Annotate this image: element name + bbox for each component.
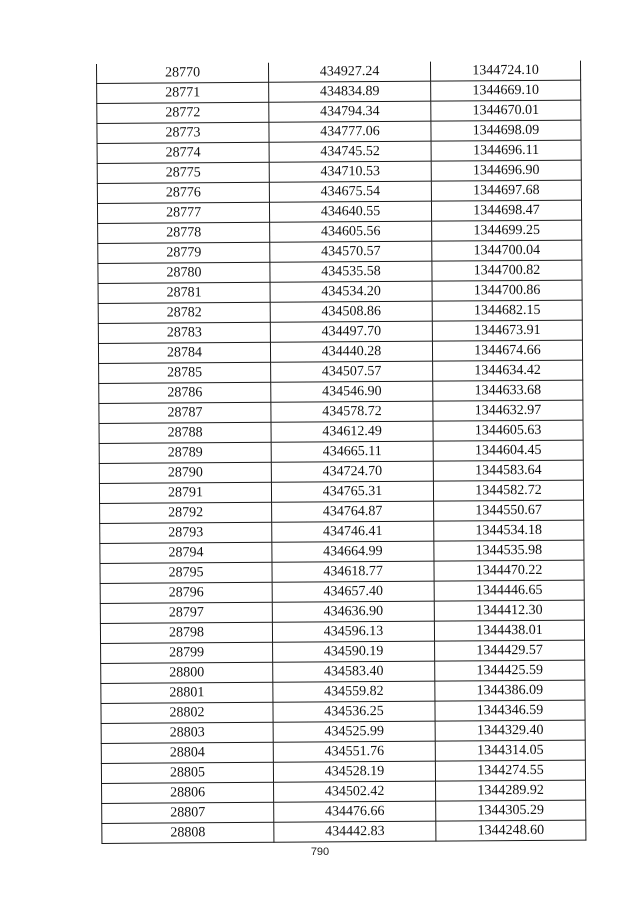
y-coordinate-cell: 1344346.59	[435, 700, 585, 721]
x-coordinate-cell: 434570.57	[270, 241, 432, 262]
table-row	[101, 760, 585, 783]
point-id-cell: 28800	[101, 662, 273, 683]
table-row	[102, 800, 586, 823]
y-coordinate-cell: 1344699.25	[432, 220, 582, 241]
table-row	[96, 61, 580, 84]
x-coordinate-cell: 434618.77	[272, 561, 434, 582]
point-id-cell: 28798	[100, 622, 272, 643]
table-row	[101, 680, 585, 703]
y-coordinate-cell: 1344329.40	[435, 720, 585, 741]
y-coordinate-cell: 1344682.15	[432, 300, 582, 321]
point-id-cell: 28807	[102, 802, 274, 823]
table-row	[97, 160, 581, 183]
point-id-cell: 28777	[97, 202, 269, 223]
point-id-cell: 28774	[97, 142, 269, 163]
point-id-cell: 28790	[99, 462, 271, 483]
x-coordinate-cell: 434665.11	[271, 441, 433, 462]
table-row	[101, 640, 585, 663]
point-id-cell: 28771	[97, 82, 269, 103]
x-coordinate-cell: 434794.34	[269, 101, 431, 122]
point-id-cell: 28780	[98, 262, 270, 283]
y-coordinate-cell: 1344446.65	[434, 580, 584, 601]
x-coordinate-cell: 434640.55	[269, 201, 431, 222]
x-coordinate-cell: 434596.13	[272, 621, 434, 642]
x-coordinate-cell: 434508.86	[270, 301, 432, 322]
table-row	[98, 260, 582, 283]
point-id-cell: 28794	[100, 542, 272, 563]
y-coordinate-cell: 1344605.63	[433, 420, 583, 441]
table-row	[100, 600, 584, 623]
y-coordinate-cell: 1344412.30	[434, 600, 584, 621]
coordinate-table	[96, 61, 586, 844]
x-coordinate-cell: 434657.40	[272, 581, 434, 602]
table-row	[100, 620, 584, 643]
table-row	[98, 220, 582, 243]
table-row	[101, 700, 585, 723]
table-row	[101, 740, 585, 763]
point-id-cell: 28770	[96, 63, 268, 84]
table-row	[99, 480, 583, 503]
table-row	[98, 280, 582, 303]
y-coordinate-cell: 1344314.05	[435, 740, 585, 761]
x-coordinate-cell: 434765.31	[271, 481, 433, 502]
y-coordinate-cell: 1344248.60	[436, 820, 586, 841]
y-coordinate-cell: 1344634.42	[433, 360, 583, 381]
table-row	[102, 780, 586, 803]
table-row	[99, 460, 583, 483]
point-id-cell: 28789	[99, 442, 271, 463]
table-row	[98, 240, 582, 263]
y-coordinate-cell: 1344305.29	[436, 800, 586, 821]
table-row	[99, 420, 583, 443]
x-coordinate-cell: 434724.70	[271, 461, 433, 482]
x-coordinate-cell: 434497.70	[270, 321, 432, 342]
y-coordinate-cell: 1344724.10	[430, 61, 580, 82]
point-id-cell: 28788	[99, 422, 271, 443]
point-id-cell: 28791	[99, 482, 271, 503]
x-coordinate-cell: 434559.82	[273, 681, 435, 702]
x-coordinate-cell: 434528.19	[273, 761, 435, 782]
x-coordinate-cell: 434551.76	[273, 741, 435, 762]
y-coordinate-cell: 1344582.72	[433, 480, 583, 501]
table-row	[97, 180, 581, 203]
y-coordinate-cell: 1344535.98	[434, 540, 584, 561]
point-id-cell: 28785	[99, 362, 271, 383]
point-id-cell: 28783	[98, 322, 270, 343]
y-coordinate-cell: 1344632.97	[433, 400, 583, 421]
point-id-cell: 28803	[101, 722, 273, 743]
point-id-cell: 28806	[102, 782, 274, 803]
table-row	[97, 80, 581, 103]
point-id-cell: 28805	[101, 762, 273, 783]
x-coordinate-cell: 434764.87	[272, 501, 434, 522]
table-row	[97, 100, 581, 123]
x-coordinate-cell: 434927.24	[268, 62, 430, 83]
x-coordinate-cell: 434745.52	[269, 141, 431, 162]
x-coordinate-cell: 434590.19	[273, 641, 435, 662]
x-coordinate-cell: 434636.90	[272, 601, 434, 622]
x-coordinate-cell: 434583.40	[273, 661, 435, 682]
point-id-cell: 28801	[101, 682, 273, 703]
x-coordinate-cell: 434546.90	[271, 381, 433, 402]
table-row	[101, 720, 585, 743]
y-coordinate-cell: 1344673.91	[432, 320, 582, 341]
y-coordinate-cell: 1344289.92	[436, 780, 586, 801]
table-row	[100, 560, 584, 583]
point-id-cell: 28776	[97, 182, 269, 203]
table-row	[98, 300, 582, 323]
x-coordinate-cell: 434675.54	[269, 181, 431, 202]
y-coordinate-cell: 1344438.01	[434, 620, 584, 641]
point-id-cell: 28797	[100, 602, 272, 623]
x-coordinate-cell: 434442.83	[274, 821, 436, 842]
point-id-cell: 28778	[98, 222, 270, 243]
table-row	[99, 400, 583, 423]
point-id-cell: 28786	[99, 382, 271, 403]
point-id-cell: 28795	[100, 562, 272, 583]
y-coordinate-cell: 1344425.59	[435, 660, 585, 681]
table-row	[102, 820, 586, 843]
x-coordinate-cell: 434502.42	[274, 781, 436, 802]
point-id-cell: 28808	[102, 822, 274, 843]
table-row	[97, 140, 581, 163]
y-coordinate-cell: 1344633.68	[433, 380, 583, 401]
y-coordinate-cell: 1344697.68	[431, 180, 581, 201]
x-coordinate-cell: 434605.56	[270, 221, 432, 242]
point-id-cell: 28775	[97, 162, 269, 183]
point-id-cell: 28787	[99, 402, 271, 423]
point-id-cell: 28773	[97, 122, 269, 143]
x-coordinate-cell: 434664.99	[272, 541, 434, 562]
point-id-cell: 28796	[100, 582, 272, 603]
x-coordinate-cell: 434834.89	[269, 81, 431, 102]
y-coordinate-cell: 1344674.66	[432, 340, 582, 361]
table-row	[98, 320, 582, 343]
x-coordinate-cell: 434535.58	[270, 261, 432, 282]
x-coordinate-cell: 434777.06	[269, 121, 431, 142]
y-coordinate-cell: 1344696.11	[431, 140, 581, 161]
y-coordinate-cell: 1344386.09	[435, 680, 585, 701]
y-coordinate-cell: 1344550.67	[434, 500, 584, 521]
y-coordinate-cell: 1344698.09	[431, 120, 581, 141]
x-coordinate-cell: 434612.49	[271, 421, 433, 442]
table-row	[100, 580, 584, 603]
table-row	[100, 520, 584, 543]
page-number: 790	[310, 846, 330, 858]
table-row	[99, 380, 583, 403]
y-coordinate-cell: 1344700.82	[432, 260, 582, 281]
x-coordinate-cell: 434440.28	[270, 341, 432, 362]
y-coordinate-cell: 1344700.86	[432, 280, 582, 301]
coordinate-table-body	[96, 61, 585, 844]
x-coordinate-cell: 434536.25	[273, 701, 435, 722]
table-row	[97, 120, 581, 143]
point-id-cell: 28802	[101, 702, 273, 723]
point-id-cell: 28792	[100, 502, 272, 523]
point-id-cell: 28782	[98, 302, 270, 323]
x-coordinate-cell: 434578.72	[271, 401, 433, 422]
point-id-cell: 28799	[101, 642, 273, 663]
table-row	[99, 440, 583, 463]
x-coordinate-cell: 434746.41	[272, 521, 434, 542]
table-row	[99, 360, 583, 383]
point-id-cell: 28784	[98, 342, 270, 363]
x-coordinate-cell: 434525.99	[273, 721, 435, 742]
y-coordinate-cell: 1344274.55	[435, 760, 585, 781]
y-coordinate-cell: 1344429.57	[435, 640, 585, 661]
y-coordinate-cell: 1344669.10	[431, 80, 581, 101]
y-coordinate-cell: 1344698.47	[431, 200, 581, 221]
y-coordinate-cell: 1344534.18	[434, 520, 584, 541]
table-row	[100, 540, 584, 563]
point-id-cell: 28772	[97, 102, 269, 123]
table-row	[98, 340, 582, 363]
point-id-cell: 28781	[98, 282, 270, 303]
x-coordinate-cell: 434534.20	[270, 281, 432, 302]
y-coordinate-cell: 1344700.04	[432, 240, 582, 261]
table-row	[101, 660, 585, 683]
x-coordinate-cell: 434710.53	[269, 161, 431, 182]
point-id-cell: 28793	[100, 522, 272, 543]
point-id-cell: 28804	[101, 742, 273, 763]
y-coordinate-cell: 1344604.45	[433, 440, 583, 461]
point-id-cell: 28779	[98, 242, 270, 263]
table-row	[97, 200, 581, 223]
x-coordinate-cell: 434476.66	[274, 801, 436, 822]
y-coordinate-cell: 1344583.64	[433, 460, 583, 481]
y-coordinate-cell: 1344670.01	[431, 100, 581, 121]
x-coordinate-cell: 434507.57	[271, 361, 433, 382]
y-coordinate-cell: 1344470.22	[434, 560, 584, 581]
y-coordinate-cell: 1344696.90	[431, 160, 581, 181]
table-row	[100, 500, 584, 523]
